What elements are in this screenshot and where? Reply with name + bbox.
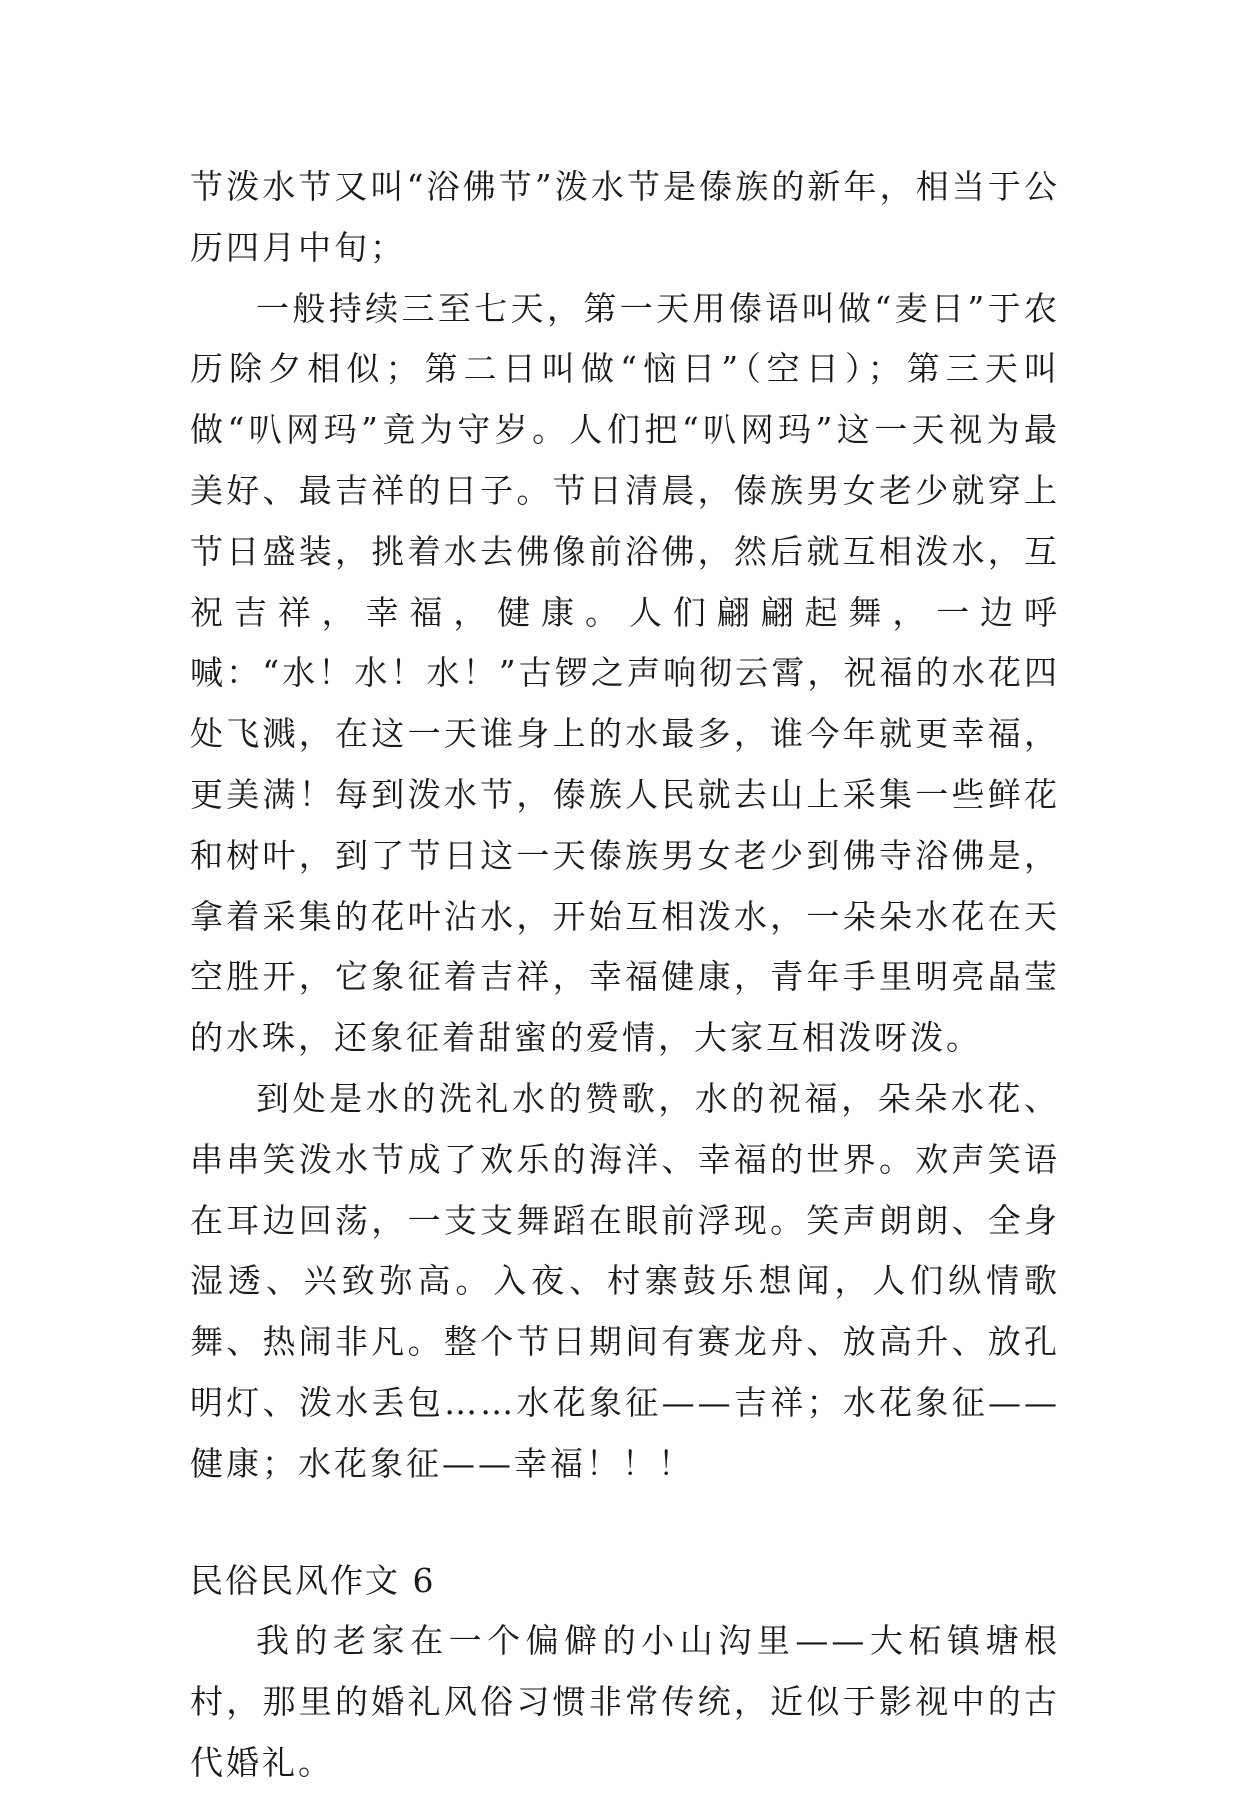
- paragraph-2: 一般持续三至七天，第一天用傣语叫做“麦日”于农历除夕相似；第二日叫做“恼日”（空日）；第三天叫做“叭网玛”竟为守岁。人们把“叭网玛”这一天视为最美好、最吉祥的日子。节日清晨，傣族男女老少就穿上节日盛装，挑着水去佛像前浴佛，然后就互相泼水，互祝吉祥，幸福，健康。人们翩翩起舞，一边呼喊：“水！水！水！”古锣之声响彻云霄，祝福的水花四处飞溅，在这一天谁身上的水最多，谁今年就更幸福，更美满！每到泼水节，傣族人民就去山上采集一些鲜花和树叶，到了节日这一天傣族男女老少到佛寺浴佛是，拿着采集的花叶沾水，开始互相泼水，一朵朵水花在天空胜开，它象征着吉祥，幸福健康，青年手里明亮晶莹的水珠，还象征着甜蜜的爱情，大家互相泼呀泼。: [190, 288, 1060, 1058]
- section-title: 民俗民风作文 6: [190, 1560, 436, 1600]
- paragraph-3: 到处是水的洗礼水的赞歌，水的祝福，朵朵水花、串串笑泼水节成了欢乐的海洋、幸福的世界。欢声笑语在耳边回荡，一支支舞蹈在眼前浮现。笑声朗朗、全身湿透、兴致弥高。入夜、村寨鼓乐想闻，人们纵情歌舞、热闹非凡。整个节日期间有赛龙舟、放高升、放孔明灯、泼水丢包……水花象征——吉祥；水花象征——健康；水花象征——幸福！！！: [190, 1078, 1060, 1483]
- paragraph-1: 节泼水节又叫“浴佛节”泼水节是傣族的新年，相当于公历四月中旬；: [190, 167, 1060, 267]
- paragraph-4: 我的老家在一个偏僻的小山沟里——大柘镇塘根村，那里的婚礼风俗习惯非常传统，近似于影视中的古代婚礼。: [190, 1621, 1060, 1782]
- document-body: [190, 157, 1060, 1794]
